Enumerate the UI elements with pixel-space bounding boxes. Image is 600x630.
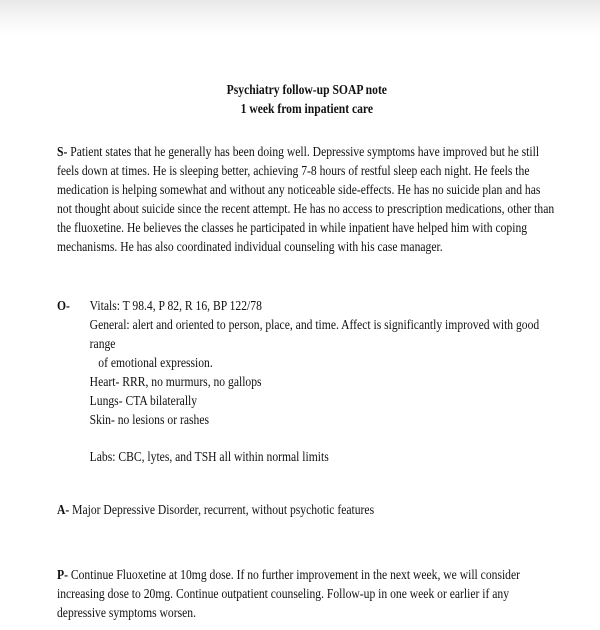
soap-note [57,80,557,622]
objective-section [57,296,557,466]
note-title-line-1: Psychiatry follow-up SOAP note [226,82,387,97]
objective-heart: Heart- RRR, no murmurs, no gallops [89,374,262,389]
assessment-label: A- [57,502,70,517]
plan-label: P- [57,567,68,582]
objective-skin: Skin- no lesions or rashes [89,412,210,427]
note-title [57,80,557,118]
objective-general-line-2: of emotional expression. [98,355,213,370]
assessment-section [57,500,557,519]
plan-text: Continue Fluoxetine at 10mg dose. If no further improvement in the next week, we will consider increasing dose to 20mg. Continue outpatient counseling. Follow-up in one week or earlier if any depressive symptoms worsen. [57,567,521,620]
subjective-label: S- [57,144,68,159]
objective-vitals: Vitals: T 98.4, P 82, R 16, BP 122/78 [89,298,262,313]
page-top-shadow [0,0,600,36]
objective-general-line-1: General: alert and oriented to person, place, and time. Affect is significantly improved with good range [89,317,540,351]
assessment-text: Major Depressive Disorder, recurrent, without psychotic features [72,502,375,517]
note-title-line-2: 1 week from inpatient care [240,101,374,116]
objective-label: O- [57,298,70,313]
objective-labs: Labs: CBC, lytes, and TSH all within normal limits [89,449,329,464]
plan-section [57,565,557,622]
objective-lungs: Lungs- CTA bilaterally [89,393,198,408]
subjective-section [57,142,557,256]
subjective-text: Patient states that he generally has been doing well. Depressive symptoms have improved but he still feels down at times. He is sleeping better, achieving 7-8 hours of restful sleep each night. He feels the medication is helping somewhat and without any noticeable side-effects. He has no suicide plan and has not thought about suicide since the recent attempt. He has no access to prescription medications, other than the fluoxetine. He believes the classes he participated in while inpatient have helped him with coping mechanisms. He has also coordinated individual counseling with his case manager. [57,144,555,254]
